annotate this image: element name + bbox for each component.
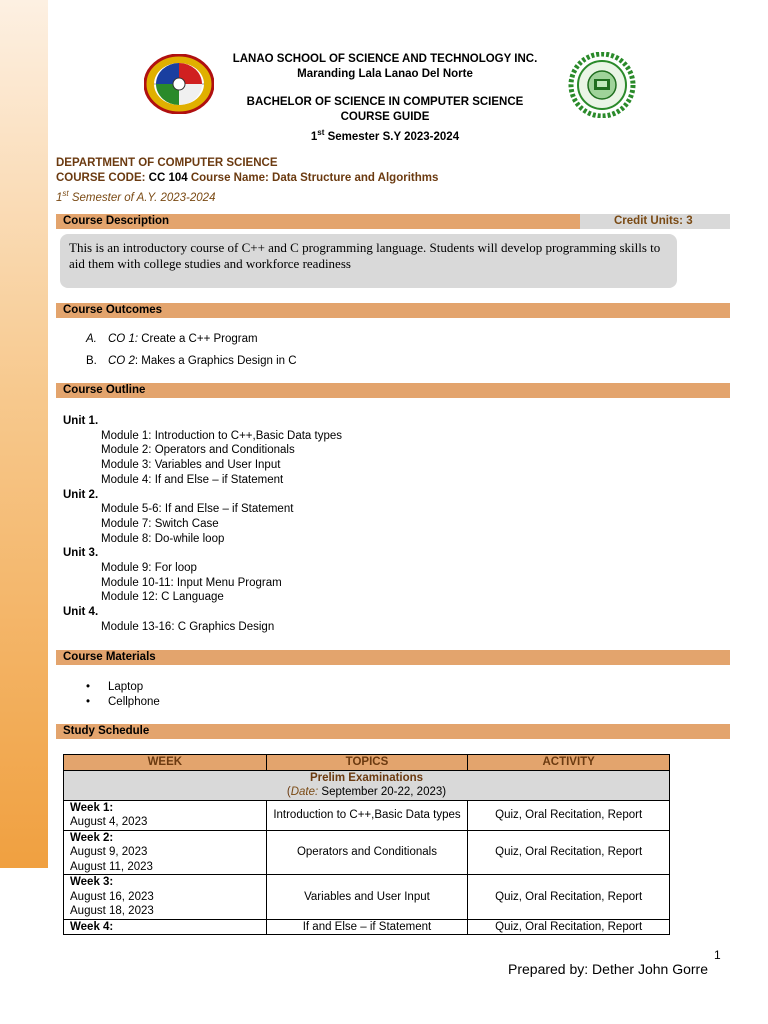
module-item: Module 2: Operators and Conditionals: [101, 444, 295, 457]
department-name: DEPARTMENT OF COMPUTER SCIENCE: [56, 157, 278, 169]
decorative-side-bar: [0, 0, 48, 868]
table-row: [64, 800, 670, 830]
module-item: Module 1: Introduction to C++,Basic Data types: [101, 429, 342, 442]
prelim-cell: Prelim Examinations (Date: September 20-22, 2023): [64, 770, 670, 800]
section-study-schedule: Study Schedule: [56, 724, 730, 739]
column-header-week: WEEK: [64, 755, 267, 771]
topic-cell: Variables and User Input: [266, 875, 468, 920]
column-header-topics: TOPICS: [266, 755, 468, 771]
page-number: 1: [714, 948, 721, 962]
bullet-icon: •: [86, 681, 91, 693]
table-row: [64, 830, 670, 875]
material-item: • Cellphone: [86, 696, 160, 708]
unit-title: Unit 2.: [63, 488, 99, 501]
unit-title: Unit 1.: [63, 415, 99, 427]
unit-title: Unit 4.: [63, 606, 99, 619]
module-item: Module 9: For loop: [101, 562, 197, 575]
bullet-icon: •: [86, 696, 91, 708]
table-header-row: [64, 755, 670, 771]
topic-cell: If and Else – if Statement: [266, 919, 468, 935]
document-header: [150, 52, 620, 145]
module-item: Module 12: C Language: [101, 591, 224, 604]
outcome-item: B. CO 2: Makes a Graphics Design in C: [86, 355, 297, 367]
unit-title: Unit 3.: [63, 547, 99, 560]
week-cell: Week 2: August 9, 2023 August 11, 2023: [64, 830, 267, 875]
study-schedule-table: [63, 754, 670, 935]
module-item: Module 8: Do-while loop: [101, 532, 225, 545]
department-info: [56, 156, 438, 206]
section-course-description: Course Description: [56, 214, 580, 229]
course-code-line: COURSE CODE: CC 104 Course Name: Data Structure and Algorithms: [56, 172, 439, 184]
activity-cell: Quiz, Oral Recitation, Report: [468, 800, 670, 830]
school-address: Maranding Lala Lanao Del Norte: [297, 68, 473, 80]
section-course-outline: Course Outline: [56, 383, 730, 398]
week-cell: Week 1: August 4, 2023: [64, 800, 267, 830]
module-item: Module 13-16: C Graphics Design: [101, 620, 275, 633]
material-item: • Laptop: [86, 681, 144, 693]
module-item: Module 10-11: Input Menu Program: [101, 576, 282, 589]
outcome-item: A. CO 1: Create a C++ Program: [86, 333, 258, 345]
table-row: [64, 919, 670, 935]
table-row: [64, 875, 670, 920]
module-item: Module 5-6: If and Else – if Statement: [101, 503, 294, 516]
module-item: Module 4: If and Else – if Statement: [101, 473, 284, 486]
course-description-box: This is an introductory course of C++ and C programming language. Students will develop programming skills to aid them with college studies and workforce readiness: [60, 234, 677, 288]
program-name: BACHELOR OF SCIENCE IN COMPUTER SCIENCE: [246, 96, 524, 108]
week-cell: Week 3: August 16, 2023 August 18, 2023: [64, 875, 267, 920]
document-title: COURSE GUIDE: [340, 111, 430, 123]
column-header-activity: ACTIVITY: [468, 755, 670, 771]
topic-cell: Introduction to C++,Basic Data types: [266, 800, 468, 830]
section-course-materials: Course Materials: [56, 650, 730, 665]
prelim-row: [64, 770, 670, 800]
school-name: LANAO SCHOOL OF SCIENCE AND TECHNOLOGY INC.: [232, 53, 538, 65]
credit-units: Credit Units: 3: [580, 214, 730, 229]
prepared-by: Prepared by: Dether John Gorre: [508, 961, 708, 977]
module-item: Module 7: Switch Case: [101, 517, 219, 530]
section-course-outcomes: Course Outcomes: [56, 303, 730, 318]
activity-cell: Quiz, Oral Recitation, Report: [468, 919, 670, 935]
materials-list: [86, 680, 160, 710]
module-item: Module 3: Variables and User Input: [101, 459, 281, 472]
activity-cell: Quiz, Oral Recitation, Report: [468, 875, 670, 920]
topic-cell: Operators and Conditionals: [266, 830, 468, 875]
week-cell: Week 4:: [64, 919, 267, 935]
semester-line: 1st Semester S.Y 2023-2024: [310, 128, 460, 143]
academic-year-line: 1st Semester of A.Y. 2023-2024: [56, 189, 216, 204]
activity-cell: Quiz, Oral Recitation, Report: [468, 830, 670, 875]
course-outline-list: [63, 414, 342, 635]
